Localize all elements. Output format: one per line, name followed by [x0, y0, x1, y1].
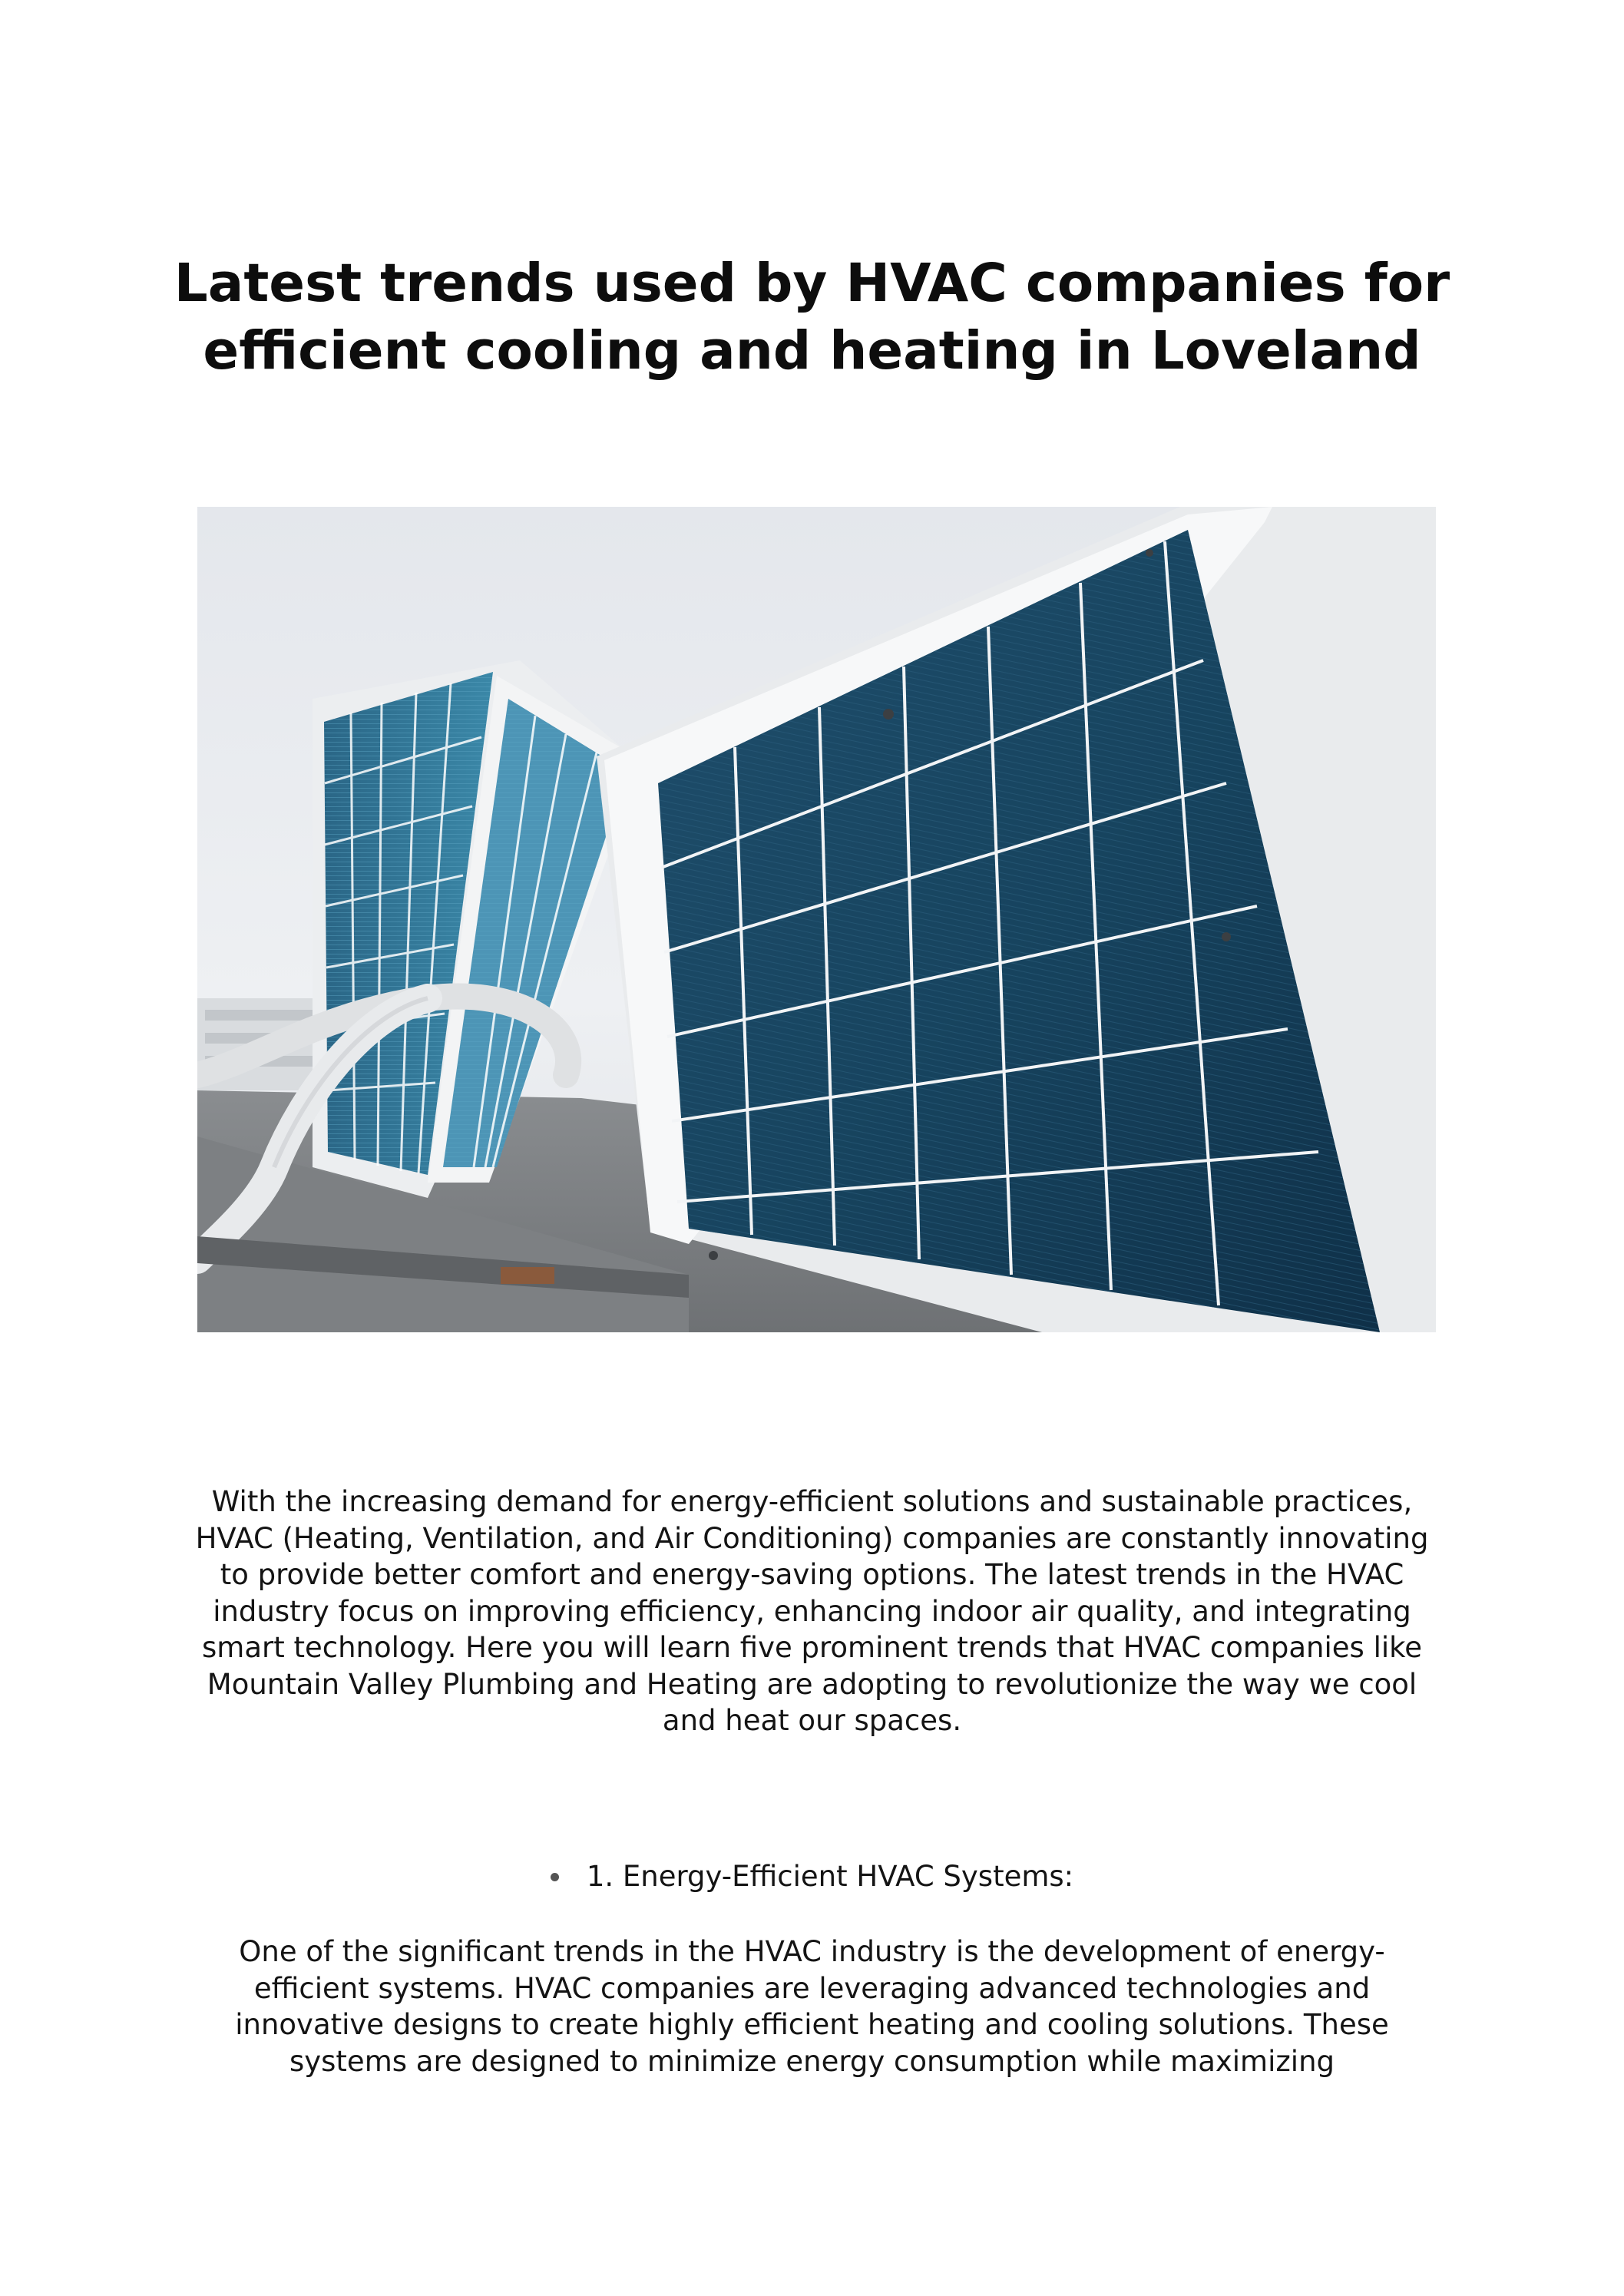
bullet-icon [551, 1873, 559, 1881]
list-item-label: 1. Energy-Efficient HVAC Systems: [586, 1860, 1074, 1893]
hero-image [197, 507, 1436, 1332]
trend-list [0, 1858, 1624, 1895]
intro-paragraph: With the increasing demand for energy-efficient solutions and sustainable practices, HVAC (Heating, Ventilation, and Air Conditioning) companies are constantly innovating to provide better comfort and energy-saving options. The latest trends in the HVAC industry focus on improving efficiency, enhancing indoor air quality, and integrating smart technology. Here you will learn five prominent trends that HVAC companies like Mountain Valley Plumbing and Heating are adopting to revolutionize the way we cool and heat our spaces. [195, 1485, 1429, 1737]
list-item [551, 1858, 1073, 1895]
section-paragraph: One of the significant trends in the HVAC industry is the development of energy-efficient systems. HVAC companies are leveraging advanced technologies and innovative designs to create highly efficient heating and cooling solutions. These systems are designed to minimize energy consumption while maximizing [235, 1935, 1389, 2078]
page-title: Latest trends used by HVAC companies for efficient cooling and heating in Loveland [174, 253, 1450, 382]
hvac-units-illustration [197, 507, 1436, 1332]
